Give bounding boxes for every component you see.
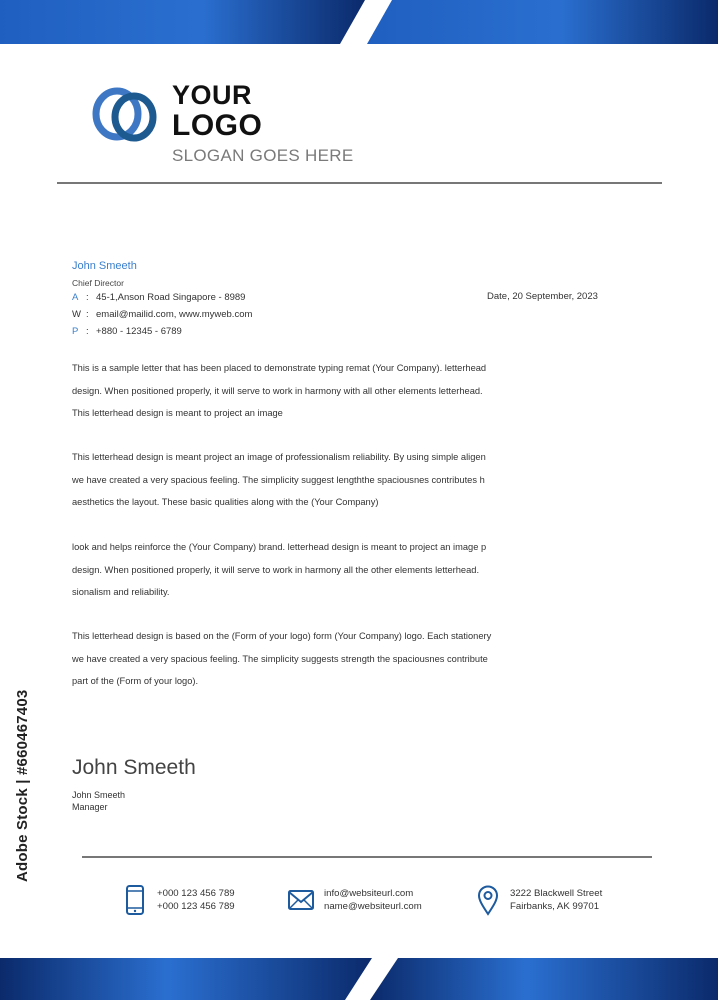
logo-text-your: YOUR [172,80,253,110]
signature-title: Manager [72,802,108,812]
paragraph-line: design. When positioned properly, it will serve to work in harmony all the other elements letterhead. [72,564,480,575]
body-paragraph-2 [72,446,552,514]
location-pin-icon [477,885,499,916]
address-label: A [72,292,79,303]
body-paragraph-3 [72,536,552,604]
separator: : [86,309,89,320]
mobile-phone-icon [125,885,145,915]
footer-address-2: Fairbanks, AK 99701 [510,901,600,912]
top-header-bar [0,0,718,46]
footer-phone-1: +000 123 456 789 [157,888,235,899]
footer-email-2: name@websiteurl.com [324,901,422,912]
separator: : [86,292,89,303]
header-divider [57,182,662,184]
sender-role: Chief Director [72,278,124,288]
sender-name: John Smeeth [72,260,137,272]
bottom-footer-bar [0,956,718,1000]
signature-details [72,789,125,813]
paragraph-line: This letterhead design is meant to project an image [72,408,283,418]
paragraph-line: This letterhead design is based on the (Form of your logo) form (Your Company) logo. Each stationery [72,631,492,641]
paragraph-line: look and helps reinforce the (Your Company) brand. letterhead design is meant to project an image p [72,542,487,552]
letter-date: Date, 20 September, 2023 [487,291,598,302]
footer-phones [157,887,235,913]
footer-email-1: info@websiteurl.com [324,888,414,899]
paragraph-line: we have created a very spacious feeling. The simplicity suggests strength the spaciousnes contribute [72,653,488,664]
footer-address [510,887,602,913]
signature-name: John Smeeth [72,756,196,779]
paragraph-line: This letterhead design is meant project an image of professionalism reliability. By using simple aligen [72,452,486,462]
sender-phone-row [72,326,182,337]
footer-divider [82,856,652,858]
phone-label: P [72,326,79,337]
sender-phone: +880 - 12345 - 6789 [96,326,182,337]
paragraph-line: This is a sample letter that has been placed to demonstrate typing remat (Your Company). letterhead [72,363,487,373]
body-paragraph-4 [72,625,552,693]
stock-watermark-text: Adobe Stock | #660467403 [14,689,31,882]
logo-rings-icon [92,86,164,144]
footer-emails [324,887,422,913]
web-label: W [72,309,81,320]
sender-web: email@mailid.com, www.myweb.com [96,309,253,320]
logo-slogan: SLOGAN GOES HERE [172,146,354,165]
footer-address-1: 3222 Blackwell Street [510,888,603,899]
signature-sub-name: John Smeeth [72,790,126,800]
paragraph-line: design. When positioned properly, it will serve to work in harmony with all other elements letterhead. [72,385,483,396]
paragraph-line: aesthetics the layout. These basic qualities along with the (Your Company) [72,497,379,507]
body-paragraph-1 [72,357,552,425]
footer-phone-2: +000 123 456 789 [157,901,235,912]
logo-text-logo: LOGO [172,109,263,142]
paragraph-line: sionalism and reliability. [72,587,170,597]
sender-web-row [72,309,252,320]
separator: : [86,326,89,337]
paragraph-line: part of the (Form of your logo). [72,676,199,686]
paragraph-line: we have created a very spacious feeling. The simplicity suggest lengththe spaciousnes contributes h [72,474,485,485]
sender-address-row [72,292,245,303]
email-envelope-icon [288,890,314,910]
sender-address: 45-1,Anson Road Singapore - 8989 [96,292,246,303]
